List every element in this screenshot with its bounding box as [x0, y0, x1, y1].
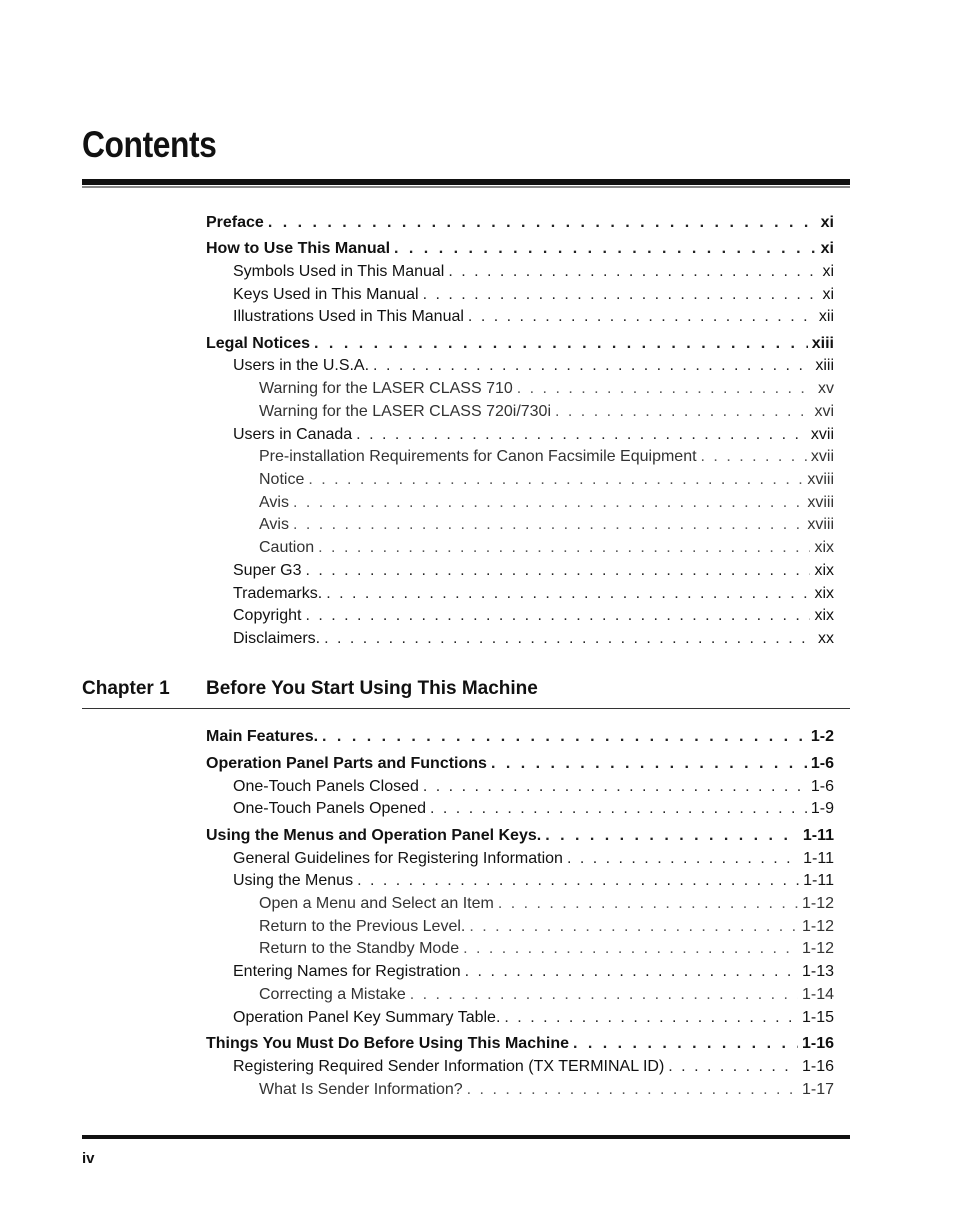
- toc-entry[interactable]: [233, 355, 834, 377]
- toc-entry-label: One-Touch Panels Closed: [233, 778, 419, 795]
- toc-entry-page: xi: [820, 240, 834, 257]
- toc-entry-page: 1-12: [801, 918, 834, 935]
- toc-entry-page: 1-12: [801, 895, 834, 912]
- toc-entry-page: xix: [814, 585, 834, 602]
- toc-entry[interactable]: [259, 446, 834, 468]
- toc-entry-page: xviii: [807, 471, 834, 488]
- toc-entry[interactable]: [233, 848, 834, 870]
- toc-entry-page: xviii: [807, 516, 834, 533]
- dot-leader: [373, 355, 811, 377]
- toc-entry-page: xvi: [814, 403, 834, 420]
- toc-entry[interactable]: [259, 984, 834, 1006]
- toc-entry[interactable]: [259, 401, 834, 423]
- toc-entry[interactable]: [206, 238, 834, 260]
- toc-entry-label: How to Use This Manual: [206, 240, 391, 257]
- toc-entry-page: 1-15: [801, 1009, 834, 1026]
- toc-entry-label: Legal Notices: [206, 335, 311, 352]
- toc-entry-page: 1-13: [801, 963, 834, 980]
- toc-entry-page: 1-16: [801, 1058, 834, 1075]
- toc-entry-page: 1-12: [801, 940, 834, 957]
- toc-entry-label: Illustrations Used in This Manual: [233, 308, 464, 325]
- toc-entry-label: Avis: [259, 494, 289, 511]
- dot-leader: [465, 961, 798, 983]
- toc-entry-label: Users in the U.S.A.: [233, 357, 370, 374]
- toc-entry-label: Caution: [259, 539, 315, 556]
- toc-entry[interactable]: [206, 212, 834, 234]
- dot-leader: [701, 446, 807, 468]
- title-rule-shadow: [82, 186, 850, 188]
- toc-entry[interactable]: [233, 583, 834, 605]
- toc-entry-page: 1-2: [810, 728, 834, 745]
- toc-entry-label: Warning for the LASER CLASS 710: [259, 380, 513, 397]
- dot-leader: [293, 514, 803, 536]
- toc-entry-label: Trademarks.: [233, 585, 323, 602]
- toc-entry-label: Open a Menu and Select an Item: [259, 895, 494, 912]
- toc-entry-label: Things You Must Do Before Using This Machine: [206, 1035, 569, 1052]
- toc-entry[interactable]: [233, 870, 834, 892]
- dot-leader: [356, 424, 807, 446]
- toc-entry[interactable]: [206, 726, 834, 748]
- dot-leader: [308, 469, 803, 491]
- dot-leader: [326, 583, 810, 605]
- toc-entry-page: 1-16: [801, 1035, 834, 1052]
- toc-entry[interactable]: [259, 938, 834, 960]
- toc-entry-page: xii: [818, 308, 834, 325]
- toc-entry[interactable]: [233, 1056, 834, 1078]
- dot-leader: [567, 848, 799, 870]
- toc-entry-label: Operation Panel Parts and Functions: [206, 755, 487, 772]
- toc-entry-page: xix: [814, 607, 834, 624]
- toc-entry[interactable]: [233, 560, 834, 582]
- dot-leader: [463, 938, 798, 960]
- dot-leader: [448, 261, 818, 283]
- toc-entry[interactable]: [259, 378, 834, 400]
- toc-entry-page: 1-11: [802, 827, 834, 844]
- dot-leader: [268, 212, 817, 234]
- dot-leader: [318, 537, 810, 559]
- toc-entry-page: 1-9: [810, 800, 834, 817]
- toc-entry-label: Users in Canada: [233, 426, 353, 443]
- toc-entry[interactable]: [233, 306, 834, 328]
- dot-leader: [305, 560, 810, 582]
- toc-entry[interactable]: [233, 798, 834, 820]
- toc-entry-label: Super G3: [233, 562, 302, 579]
- toc-entry[interactable]: [233, 284, 834, 306]
- dot-leader: [324, 628, 814, 650]
- chapter-number: Chapter 1: [82, 678, 170, 699]
- toc-entry[interactable]: [206, 333, 834, 355]
- toc-entry-page: xi: [820, 214, 834, 231]
- toc-entry[interactable]: [259, 469, 834, 491]
- toc-entry-label: Operation Panel Key Summary Table.: [233, 1009, 501, 1026]
- toc-entry[interactable]: [233, 776, 834, 798]
- dot-leader: [423, 284, 819, 306]
- toc-entry-label: General Guidelines for Registering Information: [233, 850, 563, 867]
- toc-entry-page: xvii: [810, 426, 834, 443]
- toc-entry[interactable]: [259, 492, 834, 514]
- toc-entry-label: Keys Used in This Manual: [233, 286, 419, 303]
- toc-entry[interactable]: [259, 893, 834, 915]
- toc-entry-label: Pre-installation Requirements for Canon Facsimile Equipment: [259, 448, 697, 465]
- dot-leader: [668, 1056, 798, 1078]
- toc-entry[interactable]: [259, 514, 834, 536]
- dot-leader: [545, 825, 799, 847]
- toc-entry-label: Avis: [259, 516, 289, 533]
- toc-entry-page: xv: [818, 380, 834, 397]
- toc-entry-label: Registering Required Sender Information (TX TERMINAL ID): [233, 1058, 665, 1075]
- toc-entry[interactable]: [259, 537, 834, 559]
- toc-entry[interactable]: [206, 825, 834, 847]
- toc-entry-page: 1-6: [810, 755, 834, 772]
- toc-entry-page: 1-11: [803, 850, 834, 867]
- title-rule: [82, 179, 850, 185]
- chapter-rule: [82, 708, 850, 709]
- dot-leader: [305, 605, 810, 627]
- toc-entry-page: xi: [822, 286, 834, 303]
- toc-entry[interactable]: [233, 628, 834, 650]
- toc-entry-label: Warning for the LASER CLASS 720i/730i: [259, 403, 552, 420]
- dot-leader: [314, 333, 808, 355]
- dot-leader: [468, 306, 815, 328]
- dot-leader: [430, 798, 807, 820]
- page-number: iv: [82, 1150, 95, 1167]
- dot-leader: [498, 893, 798, 915]
- chapter-title: Before You Start Using This Machine: [206, 678, 538, 699]
- toc-entry-page: 1-17: [801, 1081, 834, 1098]
- toc-entry-label: Disclaimers.: [233, 630, 321, 647]
- dot-leader: [573, 1033, 798, 1055]
- toc-entry-page: xiii: [815, 357, 834, 374]
- page-title: Contents: [82, 124, 217, 165]
- footer-rule: [82, 1135, 850, 1139]
- toc-entry-label: Return to the Standby Mode: [259, 940, 460, 957]
- dot-leader: [293, 492, 803, 514]
- toc-entry-label: Main Features.: [206, 728, 319, 745]
- toc-entry-label: Return to the Previous Level.: [259, 918, 466, 935]
- dot-leader: [469, 916, 798, 938]
- dot-leader: [410, 984, 798, 1006]
- dot-leader: [491, 753, 807, 775]
- toc-entry-label: Entering Names for Registration: [233, 963, 461, 980]
- toc-entry-label: Correcting a Mistake: [259, 986, 406, 1003]
- toc-entry[interactable]: [233, 605, 834, 627]
- toc-entry[interactable]: [259, 1079, 834, 1101]
- toc-entry-label: What Is Sender Information?: [259, 1081, 463, 1098]
- toc-entry-label: One-Touch Panels Opened: [233, 800, 427, 817]
- dot-leader: [322, 726, 807, 748]
- toc-entry-page: 1-14: [801, 986, 834, 1003]
- toc-entry[interactable]: [233, 1007, 834, 1029]
- toc-entry[interactable]: [233, 961, 834, 983]
- toc-entry[interactable]: [259, 916, 834, 938]
- dot-leader: [504, 1007, 798, 1029]
- dot-leader: [555, 401, 810, 423]
- dot-leader: [423, 776, 807, 798]
- toc-entry-label: Using the Menus: [233, 872, 354, 889]
- toc-entry[interactable]: [206, 753, 834, 775]
- dot-leader: [357, 870, 799, 892]
- toc-entry-page: xviii: [807, 494, 834, 511]
- toc-entry-page: 1-6: [810, 778, 834, 795]
- dot-leader: [467, 1079, 798, 1101]
- dot-leader: [394, 238, 817, 260]
- toc-entry-page: xix: [814, 562, 834, 579]
- toc-entry-label: Symbols Used in This Manual: [233, 263, 445, 280]
- toc-entry[interactable]: [233, 261, 834, 283]
- toc-entry-label: Notice: [259, 471, 305, 488]
- toc-entry-page: xiii: [811, 335, 834, 352]
- dot-leader: [517, 378, 814, 400]
- toc-entry-page: xx: [818, 630, 834, 647]
- toc-entry[interactable]: [206, 1033, 834, 1055]
- toc-entry-label: Preface: [206, 214, 264, 231]
- toc-entry-page: xvii: [810, 448, 834, 465]
- toc-entry-page: xi: [822, 263, 834, 280]
- toc-entry-page: 1-11: [803, 872, 834, 889]
- toc-entry-label: Using the Menus and Operation Panel Keys.: [206, 827, 542, 844]
- toc-entry-label: Copyright: [233, 607, 302, 624]
- toc-entry[interactable]: [233, 424, 834, 446]
- toc-entry-page: xix: [814, 539, 834, 556]
